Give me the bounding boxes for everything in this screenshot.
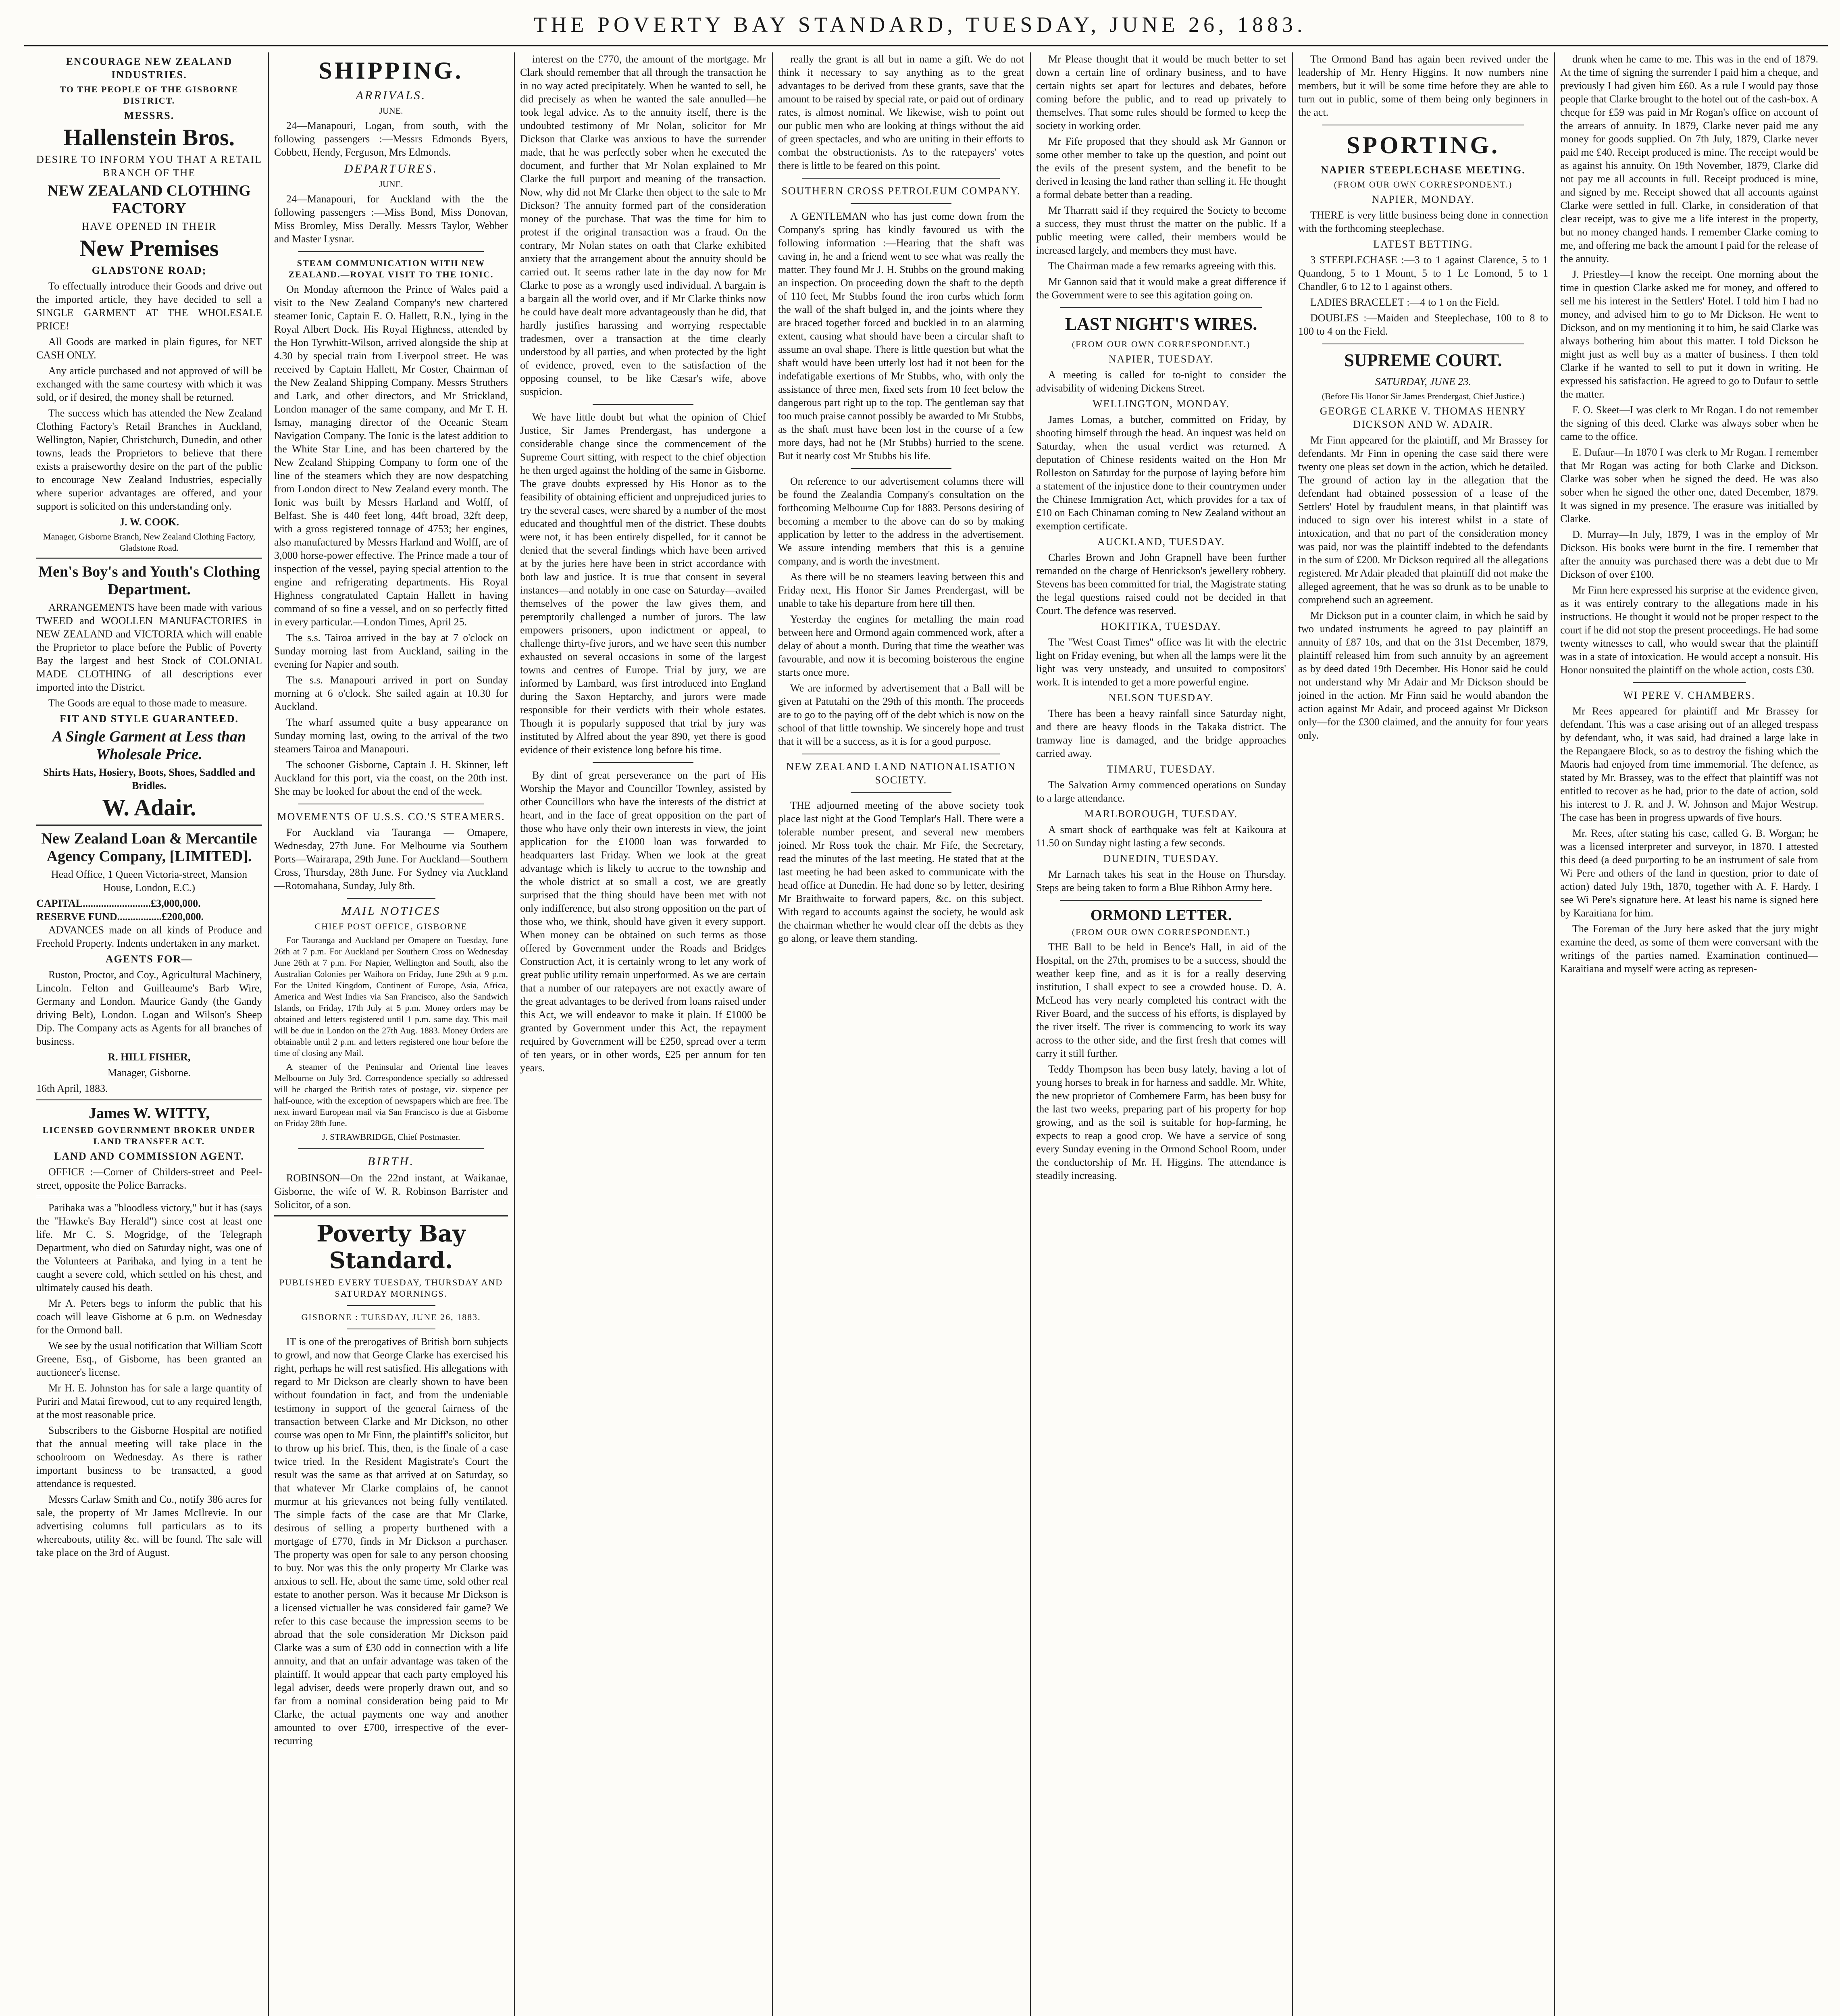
shipping-note: The s.s. Tairoa arrived in the bay at 7 o'clock on Sunday morning last from Auckland, sailing in the evening for Napier and south.: [274, 632, 508, 670]
june-label: JUNE.: [379, 179, 403, 189]
wire-body: A smart shock of earthquake was felt at Kaikoura at 11.50 on Sunday night lasting a few seconds.: [1036, 824, 1286, 849]
ad-adair-single: A Single Garment at Less than Wholesale Price.: [52, 728, 246, 763]
nationalisation-continued: The Chairman made a few remarks agreeing with this.: [1048, 260, 1276, 272]
court-case: GEORGE CLARKE V. THOMAS HENRY DICKSON AND W. ADAIR.: [1320, 405, 1527, 430]
column-divider: [1030, 52, 1031, 2016]
wire-place: NAPIER, TUESDAY.: [1108, 353, 1214, 365]
ad-loan-body: ADVANCES made on all kinds of Produce and Freehold Property. Indents undertaken in any market.: [36, 924, 262, 949]
wire-place: AUCKLAND, TUESDAY.: [1097, 536, 1225, 548]
movements-body: For Auckland via Tauranga — Omapere, Wednesday, 27th June. For Melbourne via Southern Ports—Wairarapa, 29th June. For Auckland—Southern Cross, Thursday, 28th June. For Sydney via Auckland—Rotomahana, Sunday, July 8th.: [274, 827, 508, 891]
wipere-body2: Mr. Rees, after stating his case, called G. B. Worgan; he was a licensed interpreter and surveyor, in 1870. I attested this deed (a deed purporting to be an instrument of sale from Wi Pere and others of the land in question, prior to date of action) dated July 19th, 1870, together with A. F. Hardy. I see Wi Pere's signature here. At least his name is signed here by Karaitiana for him.: [1560, 827, 1818, 919]
wire-body: Charles Brown and John Grapnell have been further remanded on the charge of Henrickson's jewellery robbery. Stevens has been committed for trial, the Magistrate stating the legal questions raised could not be decided in that Court. The defence was reserved.: [1036, 552, 1286, 616]
divider: [593, 762, 693, 763]
ad-hallenstein-body2: All Goods are marked in plain figures, for NET CASH ONLY.: [36, 336, 262, 361]
ormond-band: The Ormond Band has again been revived under the leadership of Mr. Henry Higgins. It now numbers nine members, but it will be some time before they are able to turn out in public, some of them being only beginners in the act.: [1298, 53, 1548, 118]
wire-place: WELLINGTON, MONDAY.: [1092, 398, 1230, 410]
supreme-court-head: SUPREME COURT.: [1344, 350, 1502, 370]
editorial-loan-continued: really the grant is all but in name a gift. We do not think it necessary to say anything as to the great advantages to be derived from these grants, save that the amount to be raised by special rate, or paid out of ordinary rates, is almost nominal. We likewise, wish to point out our public men who are looking at things without the aid of green spectacles, and who are uniting in their efforts to combat the obstructionists. As to the ratepayers' votes there is little to be feared on this point.: [778, 53, 1024, 171]
wire-body: James Lomas, a butcher, committed on Friday, by shooting himself through the head. An inquest was held on Saturday, when the usual verdict was returned. A deputation of Chinese residents waited on the Hon Mr Rolleston on Saturday for the purpose of laying before him a statement of the injustice done to their countrymen under the Chinese Immigration Act, which provides for a tax of £10 on Each Chinaman coming to New Zealand without an exemption certificate.: [1036, 414, 1286, 532]
news-paragraph: We are informed by advertisement that a Ball will be given at Patutahi on the 29th of this month. The proceeds are to go to the paying off of the debt which is now on the school of that little township. We sincerely hope and trust that it will be a success, as it is for a good purpose.: [778, 682, 1024, 747]
ad-adair-title: Men's Boy's and Youth's Clothing Department.: [38, 563, 260, 598]
column-5: [1036, 52, 1286, 2016]
wire-place: TIMARU, TUESDAY.: [1107, 763, 1216, 775]
wire-place: MARLBOROUGH, TUESDAY.: [1084, 808, 1238, 820]
news-paragraph: Messrs Carlaw Smith and Co., notify 386 acres for sale, the property of Mr James McIlrevie. In our advertising columns full particulars as to its whereabouts, utility &c. will be found. The sale will take place on the 3rd of August.: [36, 1493, 262, 1558]
betting-ladies: LADIES BRACELET :—4 to 1 on the Field.: [1310, 296, 1499, 308]
birth-head: BIRTH.: [367, 1155, 415, 1168]
ad-hallenstein-sign: J. W. COOK.: [119, 516, 179, 528]
paper-title: Poverty Bay Standard.: [316, 1220, 466, 1274]
court-testimony: D. Murray—In July, 1879, I was in the employ of Mr Dickson. His books were burnt in the fire. I remember that after the annuity was purchased there was a debt due to Mr Dickson of over £100.: [1560, 529, 1818, 580]
napier-monday: NAPIER, MONDAY.: [1372, 194, 1475, 205]
steeplechase-sub: (FROM OUR OWN CORRESPONDENT.): [1334, 179, 1513, 190]
news-paragraph: On reference to our advertisement columns there will be found the Zealandia Company's consultation on the forthcoming Melbourne Cup for 1883. Persons desiring of becoming a member to the above can do so by making application by letter to the address in the advertisement. We assure intending members that this is a genuine company, and is worth the investment.: [778, 475, 1024, 567]
ad-loan-agents: AGENTS FOR—: [105, 953, 193, 965]
ad-hallenstein-opened: HAVE OPENED IN THEIR: [81, 221, 217, 232]
wire-place: DUNEDIN, TUESDAY.: [1103, 853, 1219, 864]
ad-hallenstein-premises: New Premises: [79, 235, 219, 261]
wipere-body: Mr Rees appeared for plaintiff and Mr Brassey for defendant. This was a case arising out of an alleged trespass by defendant, who, it was said, had drained a large lake in the Repangaere Block, so as to destroy the fishing which the Maoris had enjoyed from time immemorial. The defence, as stated by Mr. Brassey, was to the effect that plaintiff was not entitled to recover as he had, prior to the date of action, sold his interest to J. R. and J. W. Johnson and Major Westrup. The case has been in progress upwards of five hours.: [1560, 705, 1818, 823]
steeplechase-body: THERE is very little business being done in connection with the forthcoming steeplechase.: [1298, 209, 1548, 234]
nationalisation-head: NEW ZEALAND LAND NATIONALISATION SOCIETY.: [786, 761, 1016, 786]
wire-body: The "West Coast Times" office was lit with the electric light on Friday evening, but when all the lamps were lit the light was very unsteady, and unsuited to compositors' work. It is intended to get a more powerful engine.: [1036, 636, 1286, 688]
ad-hallenstein-sign2: Manager, Gisborne Branch, New Zealand Clothing Factory, Gladstone Road.: [43, 531, 256, 553]
mail-body: For Tauranga and Auckland per Omapere on Tuesday, June 26th at 7 p.m. For Auckland per Southern Cross on Wednesday June 26th at 7 p.m. For Napier, Wellington and South, also the Australian Colonies per Waihora on Friday, June 29th at 9 p.m. For the United Kingdom, Continent of Europe, Asia, Africa, America and West Indies via San Francisco, also the Sandwich Islands, on Friday, 17th July at 5 p.m. Money orders may be obtained and letters registered until 1 p.m. same day. This mail will be due in London on the 27th Aug. 1883. Money Orders are obtainable until 2 p.m. and letters registered one hour before the time of closing any Mail.: [274, 935, 508, 1058]
divider: [593, 404, 693, 405]
ad-loan-date: 16th April, 1883.: [36, 1083, 108, 1094]
wire-body: Mr Larnach takes his seat in the House on Thursday. Steps are being taken to form a Blue Ribbon Army here.: [1036, 868, 1286, 893]
news-paragraph: As there will be no steamers leaving between this and Friday next, His Honor Sir James Prendergast, will be unable to take his departure from here till then.: [778, 571, 1024, 609]
ad-witty-sub: LICENSED GOVERNMENT BROKER UNDER LAND TRANSFER ACT.: [42, 1125, 256, 1146]
ad-hallenstein-line1: ENCOURAGE NEW ZEALAND INDUSTRIES.: [66, 56, 233, 81]
ad-divider: [36, 1196, 262, 1197]
wires-sub: (FROM OUR OWN CORRESPONDENT.): [1072, 339, 1251, 349]
ormond-body2: Teddy Thompson has been busy lately, having a lot of young horses to break in for harness and saddle. Mr. White, the new proprietor of Combemere Farm, has been busy for the last two weeks, preparing part of his property for hop growing, and as the soil is suitable for hop-farming, he expects to reap a good crop. We have a service of song every Sunday evening in the Ormond School Room, under the conductorship of Mr. H. Higgins. The attendance is steadily increasing.: [1036, 1063, 1286, 1181]
steam-head: STEAM COMMUNICATION WITH NEW ZEALAND.—ROYAL VISIT TO THE IONIC.: [288, 258, 494, 279]
ad-loan-sign: R. HILL FISHER,: [108, 1051, 191, 1063]
editorial-body: IT is one of the prerogatives of British born subjects to growl, and now that George Clarke has exercised his right, perhaps he will rest satisfied. His allegations with regard to Mr Dickson are clearly shown to have been without foundation in fact, and from the undeniable testimony in support of the general fairness of the transaction between Clarke and Mr Dickson, no other course was open to Mr Finn, the plaintiff's solicitor, but to throw up his brief. This, then, is the finale of a case twice tried. In the Resident Magistrate's Court the result was the same as that arrived at on Saturday, so that whatever Mr Clarke complains of, he cannot murmur at his grievances not being fully ventilated. The simple facts of the case are that Mr Clarke, desirous of selling a property burthened with a mortgage of £770, finds in Mr Dickson a purchaser. The property was open for sale to any person choosing to buy. Nor was this the only property Mr Clarke was anxious to sell. He, about the same time, sold other real estate to another person. Was it because Mr Dickson is a licensed victualler he was considered fair game? We refer to this case because the impression seems to be abroad that the sole consideration Mr Dickson paid Clarke was a sum of £30 odd in connection with a life annuity, and that an unfair advantage was taken of the plaintiff. It would appear that each party employed his legal adviser, deeds were properly drawn out, and so far from a nominal consideration being paid to Mr Clarke, the actual payments one way and another amounted to over £700, irrespective of the ever-recurring: [274, 1336, 508, 1747]
betting-body: 3 STEEPLECHASE :—3 to 1 against Clarence, 5 to 1 Quandong, 5 to 1 Mount, 5 to 1 Le Lomond, 5 to 1 Chandler, 6 to 12 to 1 against others.: [1298, 254, 1548, 292]
divider: [1060, 307, 1262, 308]
divider: [274, 1215, 508, 1216]
divider: [851, 468, 951, 469]
ad-adair-body2: The Goods are equal to those made to measure.: [48, 697, 248, 709]
ad-hallenstein-messrs: MESSRS.: [124, 110, 175, 121]
court-body2: Mr Dickson put in a counter claim, in which he said by two undated instruments he agreed to pay plaintiff an annuity of £87 10s, and that on the 31st December, 1879, plaintiff released him from such annuity by an agreement as by deed dated 19th December. His Honor said he could not understand why Mr Adair and Mr Dickson should be joined in the action. Mr Finn said he would abandon the action against Mr Adair, and proceed against Mr Dickson only—for the £300 claimed, and the annuity for four years only.: [1298, 610, 1548, 741]
masthead: [0, 12, 1840, 44]
column-6: [1298, 52, 1548, 2016]
mail-body2: A steamer of the Peninsular and Oriental line leaves Melbourne on July 3rd. Correspondence specially so addressed will be charged the British rates of postage, viz. sixpence per half-ounce, with the exception of newspapers which are free. The next inward European mail via San Francisco is due at Gisborne on Friday 28th June.: [274, 1062, 508, 1128]
arrival-entry: 24—Manapouri, Logan, from south, with the following passengers :—Messrs Edmonds Byers, Cobbett, Hendy, Ferguson, Mrs Edmonds.: [274, 120, 508, 158]
ad-loan-agents-list: Ruston, Proctor, and Coy., Agricultural Machinery, Lincoln. Felton and Guilleaume's Barb Wire, Germany and London. Maurice Gandy (the Gandy driving Belt), London. Logan and Wilson's Sheep Dip. The Company acts as Agents for all branches of business.: [36, 969, 262, 1047]
ormond-sub: (FROM OUR OWN CORRESPONDENT.): [1072, 927, 1251, 937]
published-line: PUBLISHED EVERY TUESDAY, THURSDAY AND SATURDAY MORNINGS.: [279, 1277, 503, 1299]
arrivals-head: ARRIVALS.: [356, 89, 427, 102]
court-testimony: E. Dufaur—In 1870 I was clerk to Mr Rogan. I remember that Mr Rogan was acting for both Clarke and Dickson. Clarke was sober when he signed the deed. He was also sober when he signed the other one, dated December, 1879. It was signed in my presence. The erasure was initialled by Clarke.: [1560, 446, 1818, 525]
court-testimony: drunk when he came to me. This was in the end of 1879. At the time of signing the surrender I paid him a cheque, and previously I had given him £60. As a rule I would pay those people that Clarke brought to the hotel out of the cash-box. A cheque for £59 was paid in Mr Rogan's office on account of the arrears of annuity. In 1879, Clarke never paid me any money for goods supplied. On 7th July, 1879, Clarke never paid me £40. Receipt produced is mine. The receipt would be as against his annuity. On 19th November, 1879, Clarke did not pay me all accounts in full. Receipt produced is mine, and signed by me. Receipt showed that all accounts against Clarke were settled in full. Clarke, in consideration of that clear receipt, was to give me a life interest in the property, but no money changed hands. I remember Clarke coming to me, and offering me back the amount I paid for the release of the annuity.: [1560, 53, 1818, 264]
dateline: GISBORNE : TUESDAY, JUNE 26, 1883.: [301, 1312, 481, 1322]
departure-entry: 24—Manapouri, for Auckland with the the following passengers :—Miss Bond, Miss Donovan, Miss Bromley, Miss Derally. Messrs Taylor, Webber and Master Lysnar.: [274, 193, 508, 245]
column-7: [1560, 52, 1818, 2016]
wipere-body3: The Foreman of the Jury here asked that the jury might examine the deed, as some of them were conversant with the writings of the parties named. Examination continued—Karaitiana and myself were acting as represen-: [1560, 923, 1818, 975]
mail-sign: J. STRAWBRIDGE, Chief Postmaster.: [322, 1132, 460, 1142]
column-3: [520, 52, 766, 2016]
divider: [1633, 682, 1746, 683]
column-divider: [514, 52, 515, 2016]
column-divider: [1554, 52, 1555, 2016]
ad-divider: [36, 558, 262, 559]
steam-body: On Monday afternoon the Prince of Wales paid a visit to the New Zealand Company's new chartered steamer Ionic, Captain E. O. Hallett, R.N., lying in the Royal Albert Dock. His Royal Highness, attended by the Hon Tyrwhitt-Wilson, arrived alongside the ship at 4.30 by special train from Liverpool street. He was received by Captain Hallett, Mr Coster, Chairman of the New Zealand Shipping Company. Messrs Struthers and Lark, and other directors, and Mr Strickland, London manager of the same company, and Mr T. H. Ismay, managing director of the Oceanic Steam Navigation Company. The Ionic is the latest addition to the White Star Line, and has been chartered by the New Zealand Shipping Company to form one of the line of the steamers which they are now despatching from London direct to New Zealand every month. The Ionic was built by Messrs Harland and Wolff, of Belfast. She is 440 feet long, 44ft broad, 32ft deep, with a gross registered tonnage of 4753; her engines, also manufactured by Messrs Harland and Wolff, are of 3,000 horse-power effective. The Prince made a tour of inspection of the vessel, paying special attention to the engine and refrigerating departments. His Royal Highness congratulated Captain Hallett in having command of so fine a vessel, and on so perfectly fitted in every particular.—London Times, April 25.: [274, 283, 508, 628]
ormond-letter-head: ORMOND LETTER.: [1090, 907, 1232, 924]
news-paragraph: Mr H. E. Johnston has for sale a large quantity of Puriri and Matai firewood, cut to any required length, at the most reasonable price.: [36, 1382, 262, 1420]
masthead-title: THE POVERTY BAY STANDARD, TUESDAY, JUNE 26, 1883.: [533, 12, 1307, 37]
ad-hallenstein-road: GLADSTONE ROAD;: [92, 264, 207, 276]
court-body: Mr Finn appeared for the plaintiff, and Mr Brassey for defendants. Mr Finn in opening the case said there were twenty one pleas set down in the action, which he detailed. The ground of action lay in the allegation that the defendant had obtained possession of a lease of the Settlers' Hotel by fraudulent means, in that plaintiff was induced to sign over his interest whilst in a state of intoxication, and that no part of the consideration money was paid, nor was the plaintiff indebted to the defendants in the sum of £200. Mr Dickson required all the allegations registered. Mr Adair pleaded that plaintiff did not make the alleged agreement, that he was so drunk as to be unable to comprehend such an agreement.: [1298, 434, 1548, 606]
column-divider: [1292, 52, 1293, 2016]
birth-body: ROBINSON—On the 22nd instant, at Waikanae, Gisborne, the wife of W. R. Robinson Barrister and Solicitor, of a son.: [274, 1172, 508, 1210]
ad-hallenstein-nz: NEW ZEALAND CLOTHING FACTORY: [48, 182, 251, 217]
last-nights-wires-head: LAST NIGHT'S WIRES.: [1065, 314, 1257, 334]
shipping-note: The wharf assumed quite a busy appearance on Sunday morning last, owing to the arrival of the two steamers Tairoa and Manapouri.: [274, 716, 508, 755]
mail-sub: CHIEF POST OFFICE, GISBORNE: [314, 921, 468, 931]
court-testimony: F. O. Skeet—I was clerk to Mr Rogan. I do not remember the signing of this deed. Clarke was always sober when he came to the office.: [1560, 404, 1818, 442]
divider: [851, 792, 951, 793]
court-date: SATURDAY, JUNE 23.: [1375, 376, 1471, 387]
divider: [347, 1305, 435, 1306]
ad-loan-sign2: Manager, Gisborne.: [107, 1067, 191, 1079]
petroleum-head: SOUTHERN CROSS PETROLEUM COMPANY.: [781, 185, 1021, 197]
petroleum-body: A GENTLEMAN who has just come down from the Company's spring has kindly favoured us with the following information :—Hearing that the shaft was caving in, he and a friend went to see what was really the matter. They found Mr J. H. Stubbs on the ground making an inspection. On proceeding down the shaft to the depth of 110 feet, Mr Stubbs found the iron curbs which form the wall of the shaft bulged in, and the joints where they are braced together forced and buckled in to an alarming extent, causing what should have been a circular shaft to assume an oval shape. There is little question but what the shaft would have been utterly lost had it not been for the indefatigable exertions of Mr Stubbs, who, with only the assistance of three men, fixed sets from 10 feet below the dangerous part right up to the top. The gentleman say that too much praise cannot possibly be awarded to Mr Stubbs, as the shaft must have been lost in the course of a few more days, had not he (Mr Stubbs) hurried to the scene. But it nearly cost Mr Stubbs his life.: [778, 210, 1024, 462]
wire-place: NELSON TUESDAY.: [1108, 692, 1214, 704]
editorial-continued: interest on the £770, the amount of the mortgage. Mr Clark should remember that all through the transaction he in no way acted precipitately. When he wanted to sell, he did precisely as when he wanted the sale annulled—he took legal advice. As to the annuity itself, there is the undoubted testimony of Mr Nolan, solicitor for Mr Dickson that Clarke was anxious to have the surrender made, that he was perfectly sober when he executed the document, and further that Mr Nolan explained to Mr Clarke the full purport and meaning of the transaction. Now, why did not Mr Clarke then object to the sale to Mr Dickson? The annuity formed part of the consideration money of the purchase. That was the time for him to protest if the original transaction was a fraud. On the contrary, Mr Nolan states on oath that Clarke exhibited anxiety that the arrangement about the annuity should be carried out. It seems rather late in the day now for Mr Clarke to pose as a wrongly used individual. A bargain is a bargain all the world over, and if Mr Clarke thinks now he could have dealt more advantageously than he did, that hardly justifies harassing and worrying respectable tradesmen, over a transaction at the time clearly understood by all parties, and when protected by the light of evidence, proved, even to the satisfaction of the opposing counsel, to be like Cæsar's wife, above suspicion.: [520, 53, 766, 398]
ad-witty-sub2: LAND AND COMMISSION AGENT.: [54, 1150, 244, 1162]
column-1: [36, 52, 262, 2016]
shipping-note: The schooner Gisborne, Captain J. H. Skinner, left Auckland for this port, via the coast, on the 20th inst. She may be looked for about the end of the week.: [274, 759, 508, 797]
divider: [347, 898, 435, 899]
news-paragraph: Subscribers to the Gisborne Hospital are notified that the annual meeting will take place in the schoolroom on Wednesday. As there is rather important business to be transacted, a good attendance is requested.: [36, 1425, 262, 1489]
editorial-juries: We have little doubt but what the opinion of Chief Justice, Sir James Prendergast, has undergone a considerable change since the commencement of the Supreme Court sitting, with respect to the chief objection he then urged against the holding of the same in Gisborne. The grave doubts expressed by His Honor as to the feasibility of obtaining efficient and unprejudiced juries to try the several cases, were shared by a number of the most educated and thoughtful men of the district. These doubts were not, it has been entirely dispelled, for it cannot be denied that the several findings which have been arrived at by the juries here have been in strict accordance with both law and justice. It is true that consent in several instances—and notably in one case on Saturday—availed themselves of the power the law gives them, and peremptorily challenged a number of jurors. The law empowers prisoners, upon indictment or appeal, to challenge thirty-five jurors, and we have seen this number exhausted on several occasions in some of the largest towns and centres of Europe. Trial by jury, we are informed by Lambard, was first introduced into England during the Saxon Heptarchy, and jurors were made responsible for their verdicts with their whole estates. Though it is popularly supposed that trial by jury was instituted by Alfred about the year 890, yet there is good evidence of their existence long before his time.: [520, 411, 766, 756]
ad-hallenstein-body: To effectually introduce their Goods and drive out the imported article, they have decided to sell a SINGLE GARMENT AT THE WHOLESALE PRICE!: [36, 280, 262, 332]
divider: [851, 203, 951, 204]
movements-head: MOVEMENTS OF U.S.S. CO.'S STEAMERS.: [277, 811, 505, 823]
nationalisation-continued: Mr Tharratt said if they required the Society to become a success, they must thrust the matter on the public. If a public meeting were called, their members would be increased largely, and members they must have.: [1036, 204, 1286, 256]
column-divider: [268, 52, 269, 2016]
shipping-title: SHIPPING.: [318, 57, 464, 84]
wipere-head: WI PERE V. CHAMBERS.: [1623, 689, 1755, 701]
ad-loan-capital: CAPITAL..........................£3,000,000.: [36, 898, 201, 909]
news-paragraph: We see by the usual notification that William Scott Greene, Esq., of Gisborne, has been granted an auctioneer's license.: [36, 1340, 262, 1378]
ad-divider: [36, 825, 262, 826]
column-4: [778, 52, 1024, 2016]
ormond-body: THE Ball to be held in Bence's Hall, in aid of the Hospital, on the 27th, promises to be a success, should the weather keep fine, and as it is for a really deserving institution, I shall expect to see a crowded house. D. A. McLeod has very nearly completed his contract with the River Board, and the success of his efforts, is displayed by the river itself. The river is commencing to work its way across to the other side, and the first fresh that comes will carry it still further.: [1036, 941, 1286, 1059]
ad-loan-office: Head Office, 1 Queen Victoria-street, Mansion House, London, E.C.): [51, 868, 248, 893]
wire-body: The Salvation Army commenced operations on Sunday to a large attendance.: [1036, 779, 1286, 804]
ad-adair-sign: W. Adair.: [102, 794, 196, 821]
nationalisation-continued: Mr Gannon said that it would make a great difference if the Government were to see this agitation going on.: [1036, 276, 1286, 301]
masthead-rule: [24, 45, 1828, 46]
ad-loan-title: New Zealand Loan & Mercantile Agency Company, [LIMITED].: [41, 830, 257, 865]
nationalisation-body: THE adjourned meeting of the above society took place last night at the Good Templar's Hall. There were a tolerable number present, and several new members joined. Mr Ross took the chair. Mr Fife, the Secretary, read the minutes of the last meeting. He stated that at the last meeting he had been asked to communicate with the head office at Dunedin. He had done so by letter, desiring Mr Braithwaite to forward papers, &c. on this subject. With regard to accounts against the society, he would ask the chairman whether he would clear off the debts as they go along, or leave them standing.: [778, 800, 1024, 944]
court-before: (Before His Honor Sir James Prendergast, Chief Justice.): [1322, 391, 1525, 401]
wire-body: There has been a heavy rainfall since Saturday night, and there are heavy floods in the Takaka district. The tramway line is damaged, and the bridge approaches carried away.: [1036, 708, 1286, 759]
ad-hallenstein-line2: TO THE PEOPLE OF THE GISBORNE DISTRICT.: [60, 84, 239, 106]
ad-hallenstein-body4: The success which has attended the New Zealand Clothing Factory's Retail Branches in Auckland, Wellington, Napier, Christchurch, Dunedin, and other towns, leads the Proprietors to believe that there exists a praiseworthy desire on the part of the public to encourage New Zealand Industries, especially where superior advantages are offered, and your support is solicited on this understanding only.: [36, 407, 262, 512]
court-testimony: Mr Finn here expressed his surprise at the evidence given, as it was entirely contrary to the allegations made in his instructions. He thought it would not be proper respect to the court if he did not stop the present proceedings. He had some twenty witnesses to call, who would swear that the plaintiff was in a state of intoxication. He would accept a nonsuit. His Honor nonsuited the plaintiff on the whole action, costs £30.: [1560, 584, 1818, 676]
editorial-loan: By dint of great perseverance on the part of His Worship the Mayor and Councillor Townley, assisted by other Councillors who have the interests of the district at heart, and in the face of great opposition on the part of those who have only their own interests in view, the joint application for the £1000 loan was forwarded to headquarters last Friday. When we look at the great advantage which is likely to accrue to the township and the whole district at so small a cost, we are greatly surprised that the thing should have been met with not only indifference, but also strong opposition on the part of those who, we think, should have given it every support. When money can be obtained on such terms as those offered by Government under the Roads and Bridges Construction Act, it is certainly wrong to let any work of great public utility remain unperformed. As we are certain that a number of our ratepayers are not exactly aware of the great advantages to be derived from loans raised under this Act, we will endeavor to make it plain. If £1000 be granted by Government under this Act, the repayment required by Government will be £250, spread over a term of ten years, or in other words, £25 per annum for ten years.: [520, 769, 766, 1074]
steeplechase-head: NAPIER STEEPLECHASE MEETING.: [1321, 164, 1526, 176]
column-divider: [772, 52, 773, 2016]
wire-place: HOKITIKA, TUESDAY.: [1101, 621, 1221, 632]
news-paragraph: Mr A. Peters begs to inform the public that his coach will leave Gisborne at 6 p.m. on Wednesday for the Ormond ball.: [36, 1297, 262, 1336]
betting-head: LATEST BETTING.: [1373, 238, 1473, 250]
sporting-head: SPORTING.: [1346, 132, 1500, 158]
shipping-note: The s.s. Manapouri arrived in port on Sunday morning at 6 o'clock. She sailed again at 10.30 for Auckland.: [274, 674, 508, 712]
ad-hallenstein-line3: DESIRE TO INFORM YOU THAT A RETAIL BRANCH OF THE: [36, 154, 262, 179]
court-testimony: J. Priestley—I know the receipt. One morning about the time in question Clarke asked me for money, and offered to sell me his interest in the Settlers' Hotel. I told him I had no money, and advised him to go to Mr Dickson. He went to Dickson, and on my mentioning it to him, he said Clarke was always bothering him about this matter. I told Dickson he might just as well buy as a matter of business. I then told Clarke if he wanted to sell to put it down in writing. He expressed his satisfaction. He agreed to go to Dufaur to settle the matter.: [1560, 269, 1818, 400]
betting-doubles: DOUBLES :—Maiden and Steeplechase, 100 to 8 to 100 to 4 on the Field.: [1298, 312, 1548, 337]
june-label: JUNE.: [379, 106, 403, 116]
ad-divider: [36, 1099, 262, 1100]
ad-hallenstein-firm: Hallenstein Bros.: [63, 124, 235, 150]
ad-adair-body: ARRANGEMENTS have been made with various TWEED and WOOLLEN MANUFACTORIES in NEW ZEALAND and VICTORIA which will enable the Proprietor to place before the Public of Poverty Bay the largest and best Stock of COLONIAL MADE CLOTHING of all descriptions ever imported into the District.: [36, 602, 262, 693]
divider: [802, 178, 1000, 179]
nationalisation-continued: Mr Fife proposed that they should ask Mr Gannon or some other member to take up the question, and point out the evils of the present system, and the benefit to be derived in leasing the land rather than selling it. He thought a formal debate better than a reading.: [1036, 135, 1286, 200]
ad-witty-title: James W. WITTY,: [89, 1105, 210, 1122]
divider: [298, 251, 484, 252]
divider: [298, 1148, 484, 1149]
news-paragraph: Parihaka was a "bloodless victory," but it has (says the "Hawke's Bay Herald") since cost at least one life. Mr C. S. Mogridge, of the Telegraph Department, who died on Saturday night, was one of the Volunteers at Parihaka, and lying in a tent he caught a severe cold, which settled on his chest, and ultimately caused his death.: [36, 1202, 262, 1293]
ad-adair-fit: FIT AND STYLE GUARANTEED.: [60, 713, 239, 725]
column-2: [274, 52, 508, 2016]
ad-hallenstein-body3: Any article purchased and not approved of will be exchanged with the same courtesy with which it was sold, or if desired, the money shall be returned.: [36, 365, 262, 403]
news-paragraph: Yesterday the engines for metalling the main road between here and Ormond again commenced work, after a delay of about a month. During that time the weather was favourable, and now it is becoming boisterous the engine starts once more.: [778, 613, 1024, 678]
divider: [1060, 900, 1262, 901]
departures-head: DEPARTURES.: [344, 162, 438, 175]
mail-head: MAIL NOTICES: [341, 904, 441, 918]
wire-body: A meeting is called for to-night to consider the advisability of widening Dickens Street.: [1036, 369, 1286, 394]
ad-loan-reserve: RESERVE FUND.................£200,000.: [36, 911, 204, 923]
ad-witty-office: OFFICE :—Corner of Childers-street and Peel-street, opposite the Police Barracks.: [36, 1166, 262, 1191]
ad-adair-items: Shirts Hats, Hosiery, Boots, Shoes, Saddled and Bridles.: [43, 766, 255, 791]
nationalisation-continued: Mr Please thought that it would be much better to set down a certain line of ordinary business, and to have certain nights set apart for lectures and debates, before coming before the public, and to read up privately to themselves. That some rules should be formed to keep the society in working order.: [1036, 53, 1286, 131]
